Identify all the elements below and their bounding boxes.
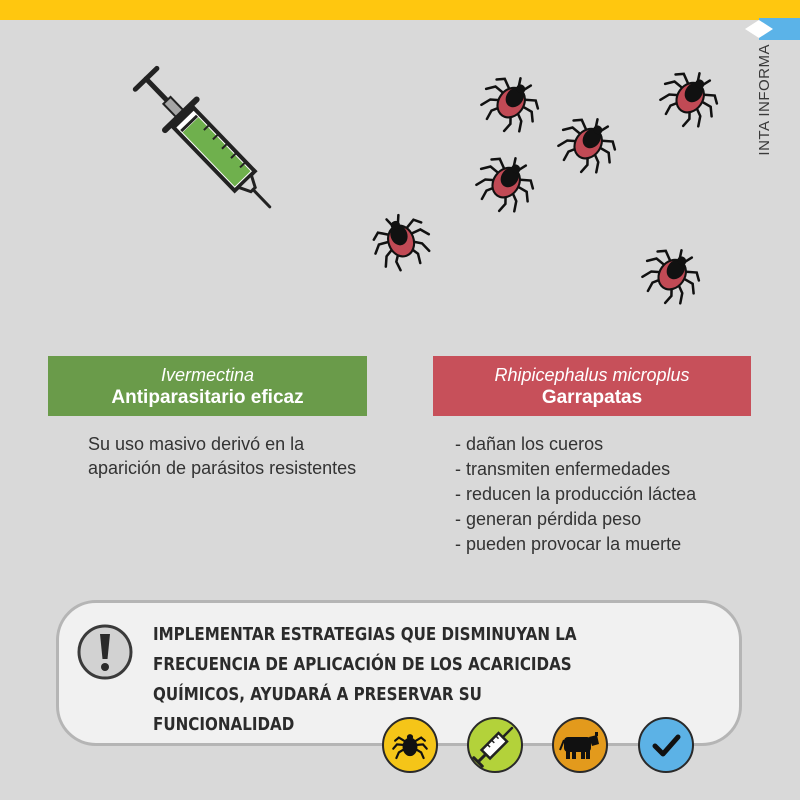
list-item: - pueden provocar la muerte — [455, 534, 682, 554]
tick-icon — [472, 66, 549, 142]
list-item: - dañan los cueros — [455, 434, 604, 454]
tick-icon — [381, 716, 439, 774]
tick-icon — [549, 107, 626, 183]
list-item: - reducen la producción láctea — [455, 484, 697, 504]
cow-icon — [551, 716, 609, 774]
warning-icon — [76, 623, 134, 681]
list-item: - transmiten enfermedades — [455, 459, 671, 479]
recommendation-text: IMPLEMENTAR ESTRATEGIAS QUE DISMINUYAN LA FRECUENCIA DE APLICACIÓN DE LOS ACARICIDAS QUÍMICOS, AYUDARÁ A PRESERVAR SU FUNCIONALIDAD — [153, 624, 577, 735]
tick-icon — [366, 208, 437, 277]
tick-icon — [467, 146, 544, 222]
ivermectina-label — [48, 356, 367, 416]
syringe-icon — [466, 716, 524, 774]
tick-icon — [633, 238, 710, 314]
product-title: Antiparasitario eficaz — [111, 387, 304, 408]
scientific-name: Rhipicephalus microplus — [494, 365, 690, 385]
list-item: - generan pérdida peso — [455, 509, 642, 529]
effects-list — [455, 432, 775, 557]
inta-informa-label: INTA INFORMA — [756, 44, 773, 156]
tick-icon — [651, 61, 728, 137]
pest-title: Garrapatas — [541, 387, 643, 408]
ivermectina-description: Su uso masivo derivó en la aparición de parásitos resistentes — [88, 434, 357, 478]
checkmark-icon — [637, 716, 695, 774]
garrapatas-label — [433, 356, 751, 416]
scientific-name: Ivermectina — [160, 365, 255, 385]
hero-illustration — [0, 0, 800, 330]
syringe-icon — [130, 64, 285, 223]
